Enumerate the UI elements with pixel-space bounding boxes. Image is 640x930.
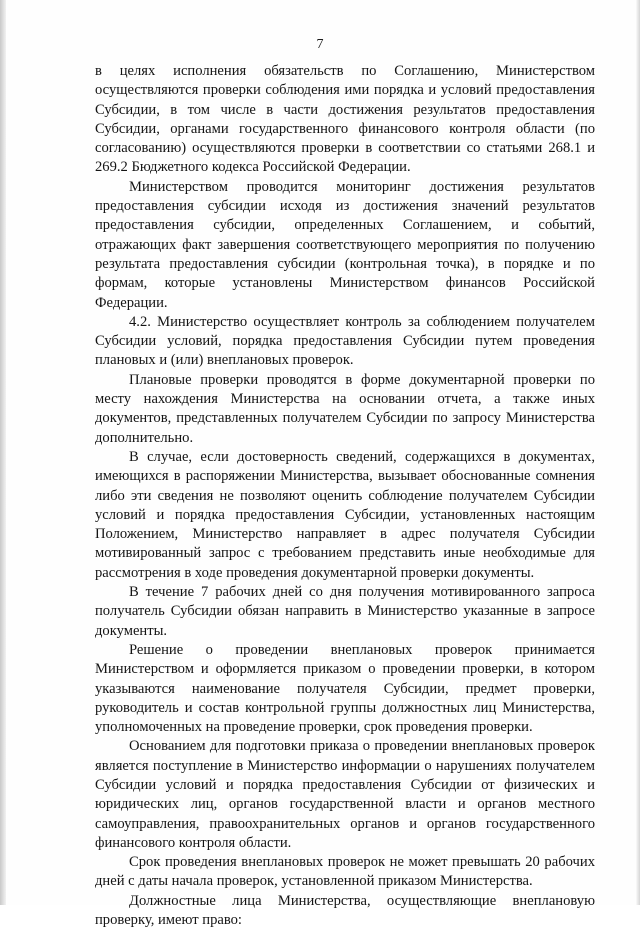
paragraph-seven-days: В течение 7 рабочих дней со дня получения мотивированного запроса получатель Субсидии обязан направить в Министерство указанные в запросе документы. [95, 584, 595, 639]
paragraph-grounds: Основанием для подготовки приказа о проведении внеплановых проверок является поступление в Министерство информации о нарушениях получателем Субсидии условий и порядка предоставления Субсидии от физических и юридических лиц, органов государственной власти и органов местного самоуправления, правоохранительных органов и органов государственного финансового контроля области. [95, 738, 595, 851]
paragraph-officials-rights: Должностные лица Министерства, осуществляющие внеплановую проверку, имеют право: [95, 892, 595, 929]
paragraph-monitoring: Министерством проводится мониторинг достижения результатов предоставления субсидии исходя из достижения значений результатов предоставления субсидии, определенных Соглашением, и событий, отражающих факт завершения соответствующего мероприятия по получению результата предоставления субсидии (контрольная точка), в порядке и по формам, которые установлены Министерством финансов Российской Федерации. [95, 178, 595, 311]
scan-edge-right [636, 0, 640, 905]
paragraph-unplanned-decision: Решение о проведении внеплановых проверок принимается Министерством и оформляется приказом о проведении проверки, в котором указываются наименование получателя Субсидии, предмет проверки, руководитель и состав контрольной группы должностных лиц Министерства, уполномоченных на проведение проверки, срок проведения проверки. [95, 641, 595, 736]
paragraph-continuation: в целях исполнения обязательств по Соглашению, Министерством осуществляются проверки соблюдения ими порядка и условий предоставления Субсидии, в том числе в части достижения результатов предоставления Субсидии, органами государственного финансового контроля области (по согласованию) осуществляются проверки в соответствии со статьями 268.1 и 269.2 Бюджетного кодекса Российской Федерации. [95, 63, 595, 176]
page-number: 7 [316, 37, 324, 52]
document-body [95, 62, 595, 930]
paragraph-section-4-2: 4.2. Министерство осуществляет контроль за соблюдением получателем Субсидии условий, порядка предоставления Субсидии путем проведения плановых и (или) внеплановых проверок. [95, 313, 595, 369]
paragraph-duration: Срок проведения внеплановых проверок не может превышать 20 рабочих дней с даты начала проверок, установленной приказом Министерства. [95, 854, 595, 890]
scan-edge-left [0, 0, 6, 905]
paragraph-reliability-doubts: В случае, если достоверность сведений, содержащихся в документах, имеющихся в распоряжении Министерства, вызывает обоснованные сомнения либо эти сведения не позволяют оценить соблюдение получателем Субсидии условий и порядка предоставления Субсидии, установленных настоящим Положением, Министерство направляет в адрес получателя Субсидии мотивированный запрос с требованием представить иные необходимые для рассмотрения в ходе проведения документарной проверки документы. [95, 448, 595, 581]
paragraph-planned-inspections: Плановые проверки проводятся в форме документарной проверки по месту нахождения Министерства на основании отчета, а также иных документов, представленных получателем Субсидии по запросу Министерства дополнительно. [95, 371, 595, 446]
